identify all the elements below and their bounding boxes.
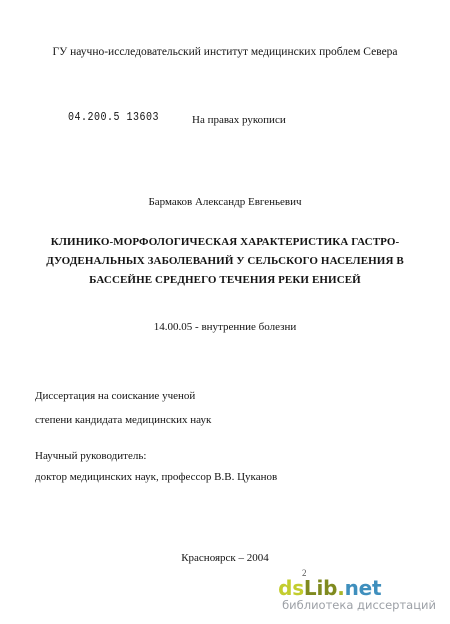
dslib-subtitle: библиотека диссертаций [282, 598, 436, 612]
dslib-logo: dsLib.net [278, 576, 382, 600]
dissertation-degree-line: Диссертация на соискание ученой [35, 390, 196, 402]
dissertation-degree-line: степени кандидата медицинских наук [35, 414, 212, 426]
dissertation-title [0, 233, 450, 290]
supervisor-name: доктор медицинских наук, профессор В.В. Цуканов [35, 471, 278, 483]
page-mark: 2 [302, 568, 307, 578]
title-line: БАССЕЙНЕ СРЕДНЕГО ТЕЧЕНИЯ РЕКИ ЕНИСЕЙ [89, 274, 361, 286]
institute-name: ГУ научно-исследовательский институт медицинских проблем Севера [52, 46, 398, 58]
title-line: КЛИНИКО-МОРФОЛОГИЧЕСКАЯ ХАРАКТЕРИСТИКА ГАСТРО- [50, 236, 400, 248]
specialty-code: 14.00.05 - внутренние болезни [153, 321, 297, 333]
city-year: Красноярск – 2004 [181, 552, 269, 564]
registration-code: 04.200.5 13603 [68, 112, 160, 125]
author-name: Бармаков Александр Евгеньевич [148, 196, 302, 208]
dslib-watermark[interactable] [278, 577, 436, 612]
supervisor-label: Научный руководитель: [35, 450, 147, 462]
title-line: ДУОДЕНАЛЬНЫХ ЗАБОЛЕВАНИЙ У СЕЛЬСКОГО НАСЕЛЕНИЯ В [46, 255, 404, 267]
rights-note: На правах рукописи [192, 114, 286, 126]
